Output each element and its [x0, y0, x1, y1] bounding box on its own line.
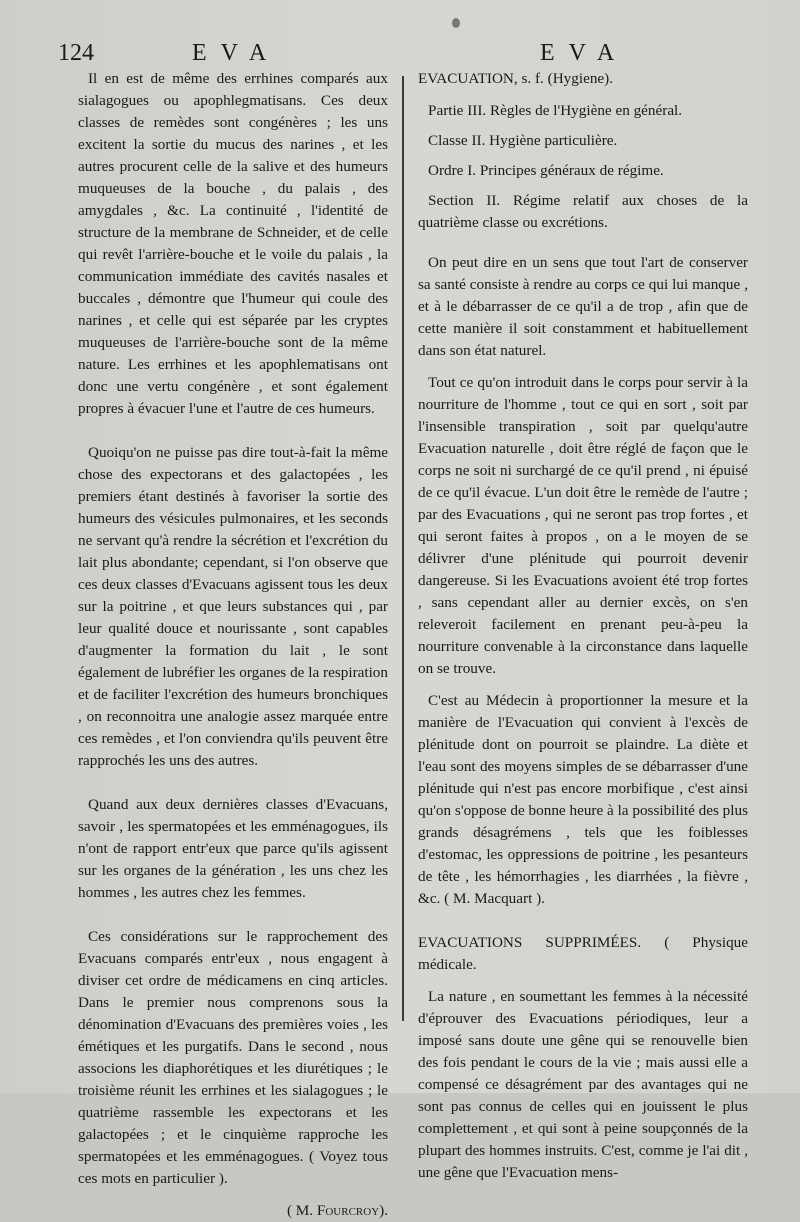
running-head-right: EVA	[540, 40, 629, 66]
paragraph: On peut dire en un sens que tout l'art de conserver sa santé consiste à rendre au corps ce qui lui manque , et à le débarrasser de ce qu'il a de trop , afin que de cette manière il soit constamment et habituellement dans son état naturel.	[418, 254, 748, 359]
paragraph: Tout ce qu'on introduit dans le corps pour servir à la nourriture de l'homme , tout ce qui en sort , soit par l'insensible transpiration , soit par quelqu'autre Evacuation naturelle , doit être réglé de façon que le corps ne soit ni surchargé de ce qu'il prend , ni épuisé de ce qu'il évacue. L'un doit être le remède de l'autre ; par des Evacuations , qui ne seront pas trop fortes , et qui seront faites à propos , on a le moyen de se délivrer d'une plénitude qui pourroit devenir dangereuse. Si les Evacuations avoient été trop fortes , sans cependant aller au dernier excès, on s'en releveroit facilement en prenant peu-à-peu la nourriture convenable à la circonstance dans laquelle on se trouve.	[418, 374, 748, 677]
author-signature: ( M. Fourcroy).	[286, 1202, 388, 1219]
page-header	[0, 36, 800, 70]
left-column	[78, 68, 388, 1222]
entry-subheading: Section II. Régime relatif aux choses de la quatrième classe ou excrétions.	[418, 192, 748, 231]
paragraph: La nature , en soumettant les femmes à la nécessité d'éprouver des Evacuations périodiques, leur a imposé sans doute une gêne qui se renouvelle bien des fois pendant le cours de la vie ; mais aussi elle a compensé ce désagrément par des avantages qui ne sont pas connus de celles qui en jouissent le plus complettement , et qui sont à peine soupçonnés de la plupart des hommes instruits. C'est, comme je l'ai dit , une gêne que l'Evacuation mens-	[418, 988, 748, 1181]
entry-heading: EVACUATION, s. f. (Hygiene).	[418, 70, 614, 87]
page-number: 124	[58, 40, 94, 66]
column-rule	[402, 76, 404, 1021]
paragraph: Il en est de même des errhines comparés aux sialagogues ou apophlegmatisans. Ces deux classes de remèdes sont congénères ; les uns excitent la sortie du mucus des narines , et les autres procurent celle de la salive et des humeurs muqueuses de la bouche , du palais , des amygdales , &c. La continuité , l'identité de structure de la membrane de Schneider, et de celle qui revêt l'arrière-bouche et le voile du palais , la communication immédiate des cavités nasales et buccales , démontre que l'humeur qui coule des narines , et celle qui est séparée par les cryptes muqueuses de l'arrière-bouche sont de la même nature. Les errhines et les apophlematisans ont donc une vertu congénère , et sont également propres à évacuer l'une et l'autre de ces humeurs.	[78, 70, 388, 417]
paragraph: C'est au Médecin à proportionner la mesure et la manière de l'Evacuation qui convient à l'excès de plénitude dont on pourroit se plaindre. La diète et l'eau sont des moyens simples de se débarrasser d'une plénitude qui n'est pas encore morbifique , c'est ainsi qu'on s'oppose de bonne heure à la possibilité des plus grands désagrémens , tels que les foiblesses d'estomac, les oppressions de poitrine , les pesanteurs de tête , les hémorrhagies , les diarrhées , la fièvre , &c. ( M. Macquart ).	[418, 692, 748, 907]
entry-heading: EVACUATIONS SUPPRIMÉES. ( Physique médicale.	[418, 934, 748, 973]
right-column	[418, 68, 748, 1184]
ink-stain	[452, 18, 460, 28]
paragraph: Quoiqu'on ne puisse pas dire tout-à-fait la même chose des expectorans et des galactopées , les premiers étant destinés à favoriser la sortie des humeurs des vésicules pulmonaires, et les seconds ne servant qu'à rendre la sécrétion et l'excrétion du lait plus abondante; cependant, si l'on observe que ces deux classes d'Evacuans agissent tous les deux sur la poitrine , et que leurs substances qui , par leur qualité douce et nourissante , sont capables d'augmenter la formation du lait , le sont également de lubréfier les organes de la respiration et de faciliter l'excrétion des humeurs bronchiques , on reconnoitra une analogie assez marquée entre ces remèdes , et l'on conviendra qu'ils peuvent être rapprochés les uns des autres.	[78, 444, 388, 769]
paragraph: Quand aux deux dernières classes d'Evacuans, savoir , les spermatopées et les emménagogues, ils n'ont de rapport entr'eux que parce qu'ils agissent sur les organes de la génération , les uns chez les hommes , les autres chez les femmes.	[78, 796, 388, 901]
entry-subheading: Ordre I. Principes généraux de régime.	[428, 162, 664, 179]
paragraph: Ces considérations sur le rapprochement des Evacuans comparés entr'eux , nous engagent à diviser cet ordre de médicamens en cinq articles. Dans le premier nous comprenons sous la dénomination d'Evacuans des premières voies , les émétiques et les purgatifs. Dans le second , nous associons les diaphorétiques et les diurétiques ; le troisième réunit les errhines et les sialagogues ; le quatrième rassemble les expectorans et les galactopées ; et le cinquième rapproche les spermatopées et les emménagogues. ( Voyez tous ces mots en particulier ).	[78, 928, 388, 1187]
running-head-left: EVA	[192, 40, 281, 66]
entry-subheading: Classe II. Hygiène particulière.	[428, 132, 618, 149]
entry-subheading: Partie III. Règles de l'Hygiène en général.	[428, 102, 683, 119]
